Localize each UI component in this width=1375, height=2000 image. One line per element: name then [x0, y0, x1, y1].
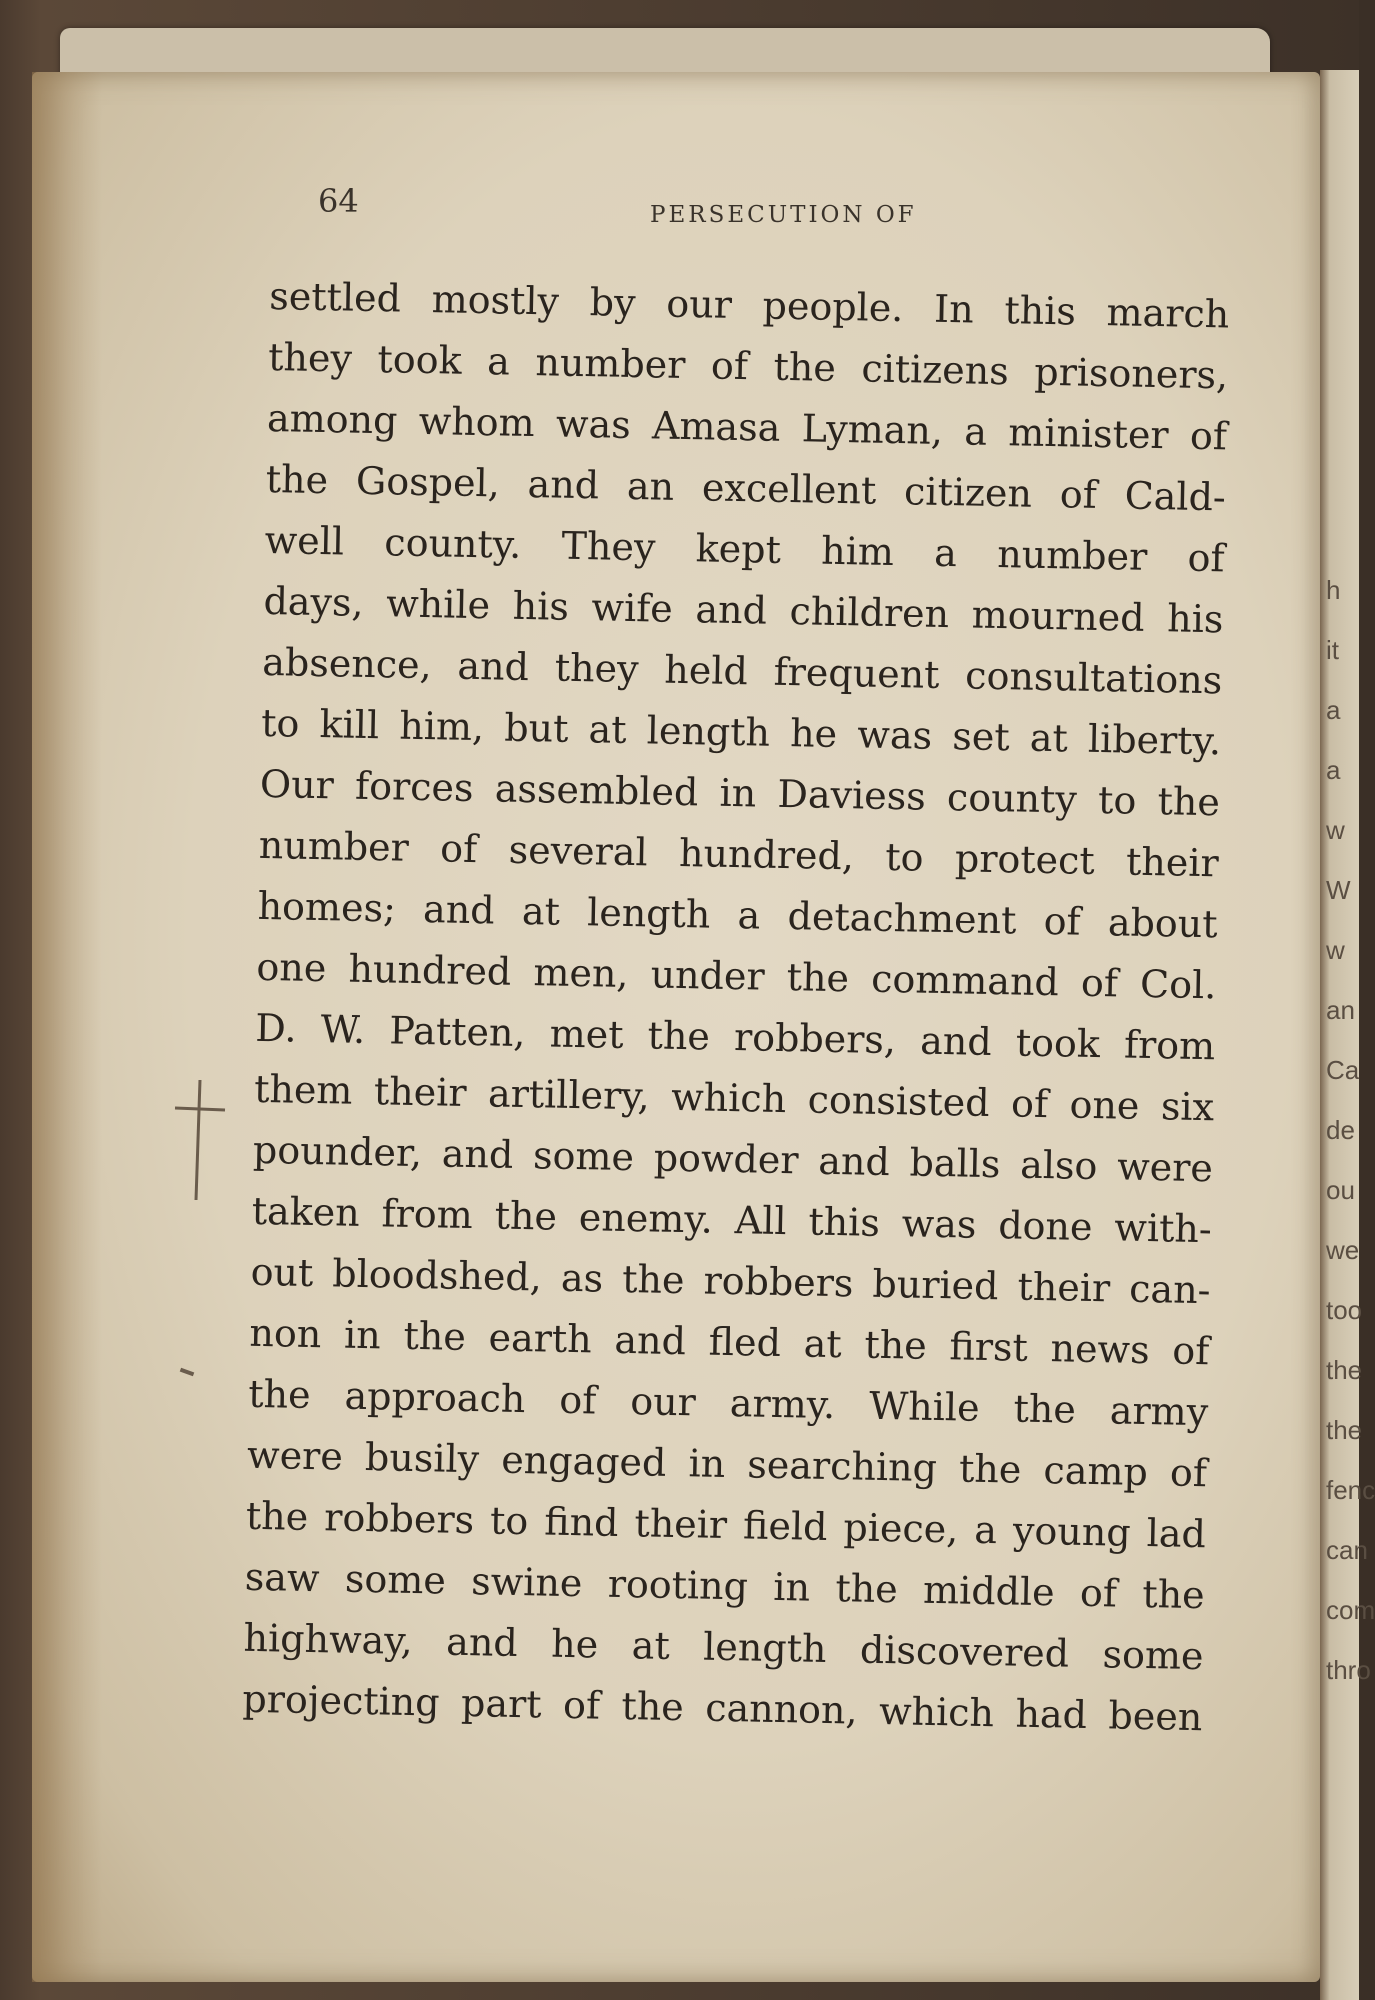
text-line: highway, and he at length discovered some [243, 1615, 1204, 1679]
text-line: settled mostly by our people. In this march [269, 273, 1230, 337]
text-line: pounder, and some powder and balls also were [252, 1127, 1214, 1191]
next-page-fragment: w [1326, 815, 1345, 845]
text-line: saw some swine rooting in the middle of the [244, 1554, 1206, 1618]
text-line: the approach of our army. While the army [247, 1371, 1209, 1435]
next-page-fragment: ou [1326, 1175, 1355, 1205]
next-page-fragment: com [1326, 1595, 1375, 1625]
next-page-fragment: h [1326, 575, 1341, 605]
text-line: absence, and they held frequent consultations [261, 639, 1223, 703]
next-page-fragment: too [1326, 1295, 1363, 1325]
next-page-fragments [1326, 560, 1375, 1700]
next-page-fragment: w [1326, 935, 1345, 965]
text-line: non in the earth and fled at the first news of [249, 1310, 1210, 1374]
next-page-fragment: Ca [1326, 1055, 1360, 1085]
text-line: days, while his wife and children mourned his [263, 578, 1224, 642]
page-gutter-shadow [32, 72, 102, 1982]
text-line: the robbers to find their field piece, a young lad [245, 1493, 1207, 1557]
next-page-fragment: fenc [1326, 1475, 1375, 1505]
pencil-margin-mark [170, 1070, 230, 1210]
text-line: the Gospel, and an excellent citizen of Cald- [265, 456, 1227, 520]
text-line: projecting part of the cannon, which had been [242, 1676, 1203, 1740]
body-text [242, 266, 1250, 1749]
text-line: they took a number of the citizens prisoners, [267, 334, 1229, 398]
text-line: among whom was Amasa Lyman, a minister of [266, 395, 1228, 459]
text-line: taken from the enemy. All this was done with- [251, 1188, 1213, 1252]
text-line: out bloodshed, as the robbers buried their can- [250, 1249, 1211, 1313]
text-line: homes; and at length a detachment of about [257, 883, 1218, 947]
next-page-fragment: W [1326, 875, 1351, 905]
text-line: D. W. Patten, met the robbers, and took from [254, 1005, 1216, 1069]
text-line: well county. They kept him a number of [264, 517, 1225, 581]
next-page-fragment: thro [1326, 1655, 1371, 1685]
text-line: number of several hundred, to protect their [258, 822, 1220, 886]
next-page-fragment: the [1326, 1355, 1363, 1385]
next-page-fragment: a [1326, 695, 1341, 725]
next-page-fragment: de [1326, 1115, 1355, 1145]
text-line: to kill him, but at length he was set at liberty. [260, 700, 1222, 764]
text-line: were busily engaged in searching the camp of [246, 1432, 1208, 1496]
text-line: one hundred men, under the command of Col. [256, 944, 1217, 1008]
next-page-fragment: can [1326, 1535, 1368, 1565]
next-page-fragment: the [1326, 1415, 1363, 1445]
next-page-fragment: an [1326, 995, 1355, 1025]
next-page-fragment: we [1326, 1235, 1360, 1265]
text-line: them their artillery, which consisted of one six [253, 1066, 1215, 1130]
next-page-fragment: it [1326, 635, 1339, 665]
page-number: 64 [318, 182, 359, 220]
next-page-fragment: a [1326, 755, 1341, 785]
running-head: PERSECUTION OF [650, 202, 917, 228]
text-line: Our forces assembled in Daviess county to the [259, 761, 1221, 825]
